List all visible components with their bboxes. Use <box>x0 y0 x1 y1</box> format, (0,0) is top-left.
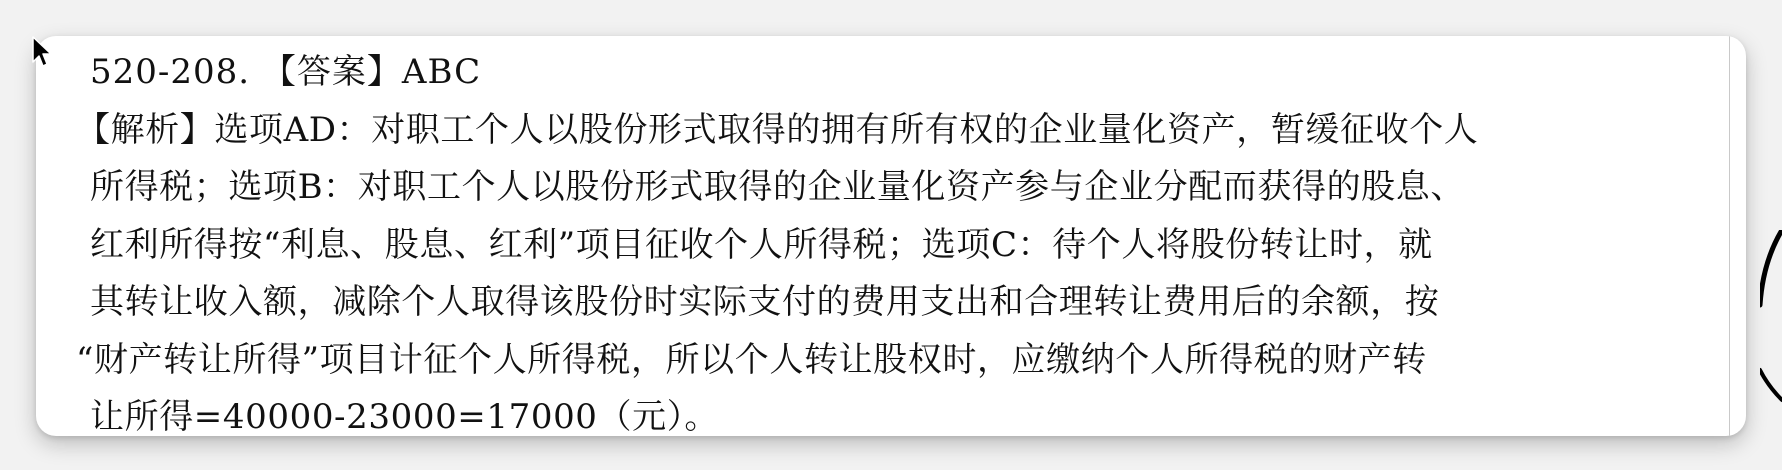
answer-heading: 520-208. 【答案】ABC <box>90 52 482 92</box>
explanation-line-6: 让所得=40000-23000=17000（元）。 <box>90 397 719 436</box>
answer-explanation-card <box>36 36 1746 436</box>
explanation-line-2: 所得税；选项B：对职工个人以股份形式取得的企业量化资产参与企业分配而获得的股息、 <box>90 167 1465 207</box>
answer-text-block <box>76 44 1670 436</box>
stray-ink-stroke-icon <box>1760 230 1782 410</box>
explanation-line-5: “财产转让所得”项目计征个人所得税，所以个人转让股权时，应缴纳个人所得税的财产转 <box>76 339 1427 380</box>
mouse-pointer-icon <box>32 36 52 68</box>
right-edge-scroll-area[interactable] <box>1729 36 1738 436</box>
explanation-line-4: 其转让收入额，减除个人取得该股份时实际支付的费用支出和合理转让费用后的余额，按 <box>90 282 1440 322</box>
explanation-line-3: 红利所得按“利息、股息、红利”项目征收个人所得税；选项C：待个人将股份转让时，就 <box>90 224 1433 265</box>
explanation-line-1: 【解析】选项AD：对职工个人以股份形式取得的拥有所有权的企业量化资产，暂缓征收个人 <box>76 109 1479 150</box>
